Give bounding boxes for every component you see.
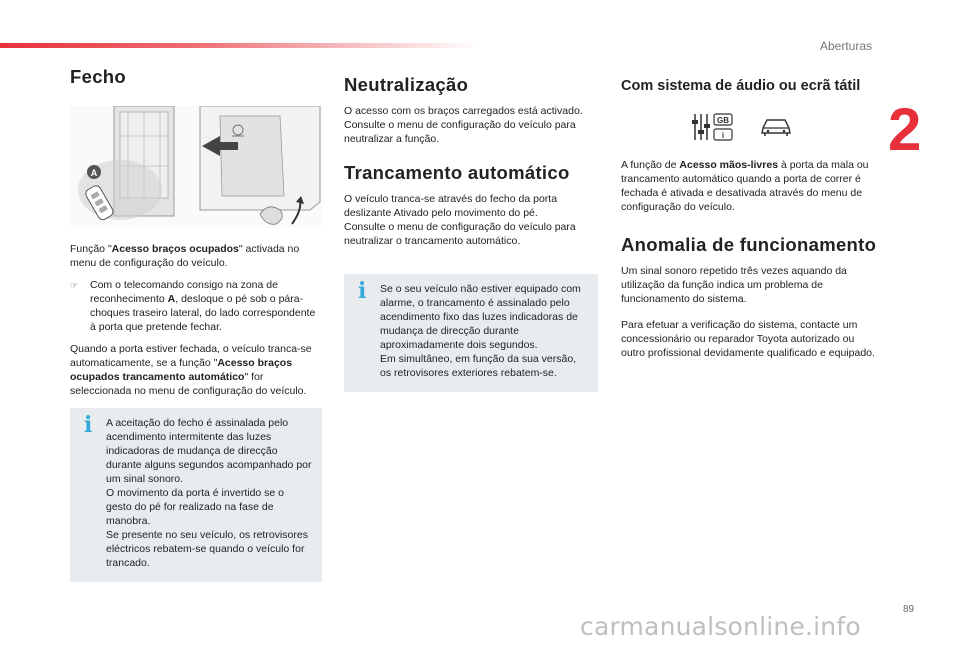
instruction-bullet (70, 278, 322, 334)
van-door-illustration (70, 106, 322, 228)
system-icons (691, 110, 877, 144)
heading-trancamento: Trancamento automático (344, 162, 570, 183)
text-segment: à porta da mala ou trancamento automático quando a porta de correr é fechada é ativada e desativada através do menu de configuração do veículo. (621, 159, 869, 213)
column-audio (621, 70, 877, 368)
paragraph-access: O acesso com os braços carregados está activado. (344, 105, 583, 117)
page-number: 89 (903, 604, 915, 615)
text-segment: Função " (70, 243, 112, 255)
bullet-text (90, 278, 322, 334)
paragraph-activation (70, 242, 322, 270)
text-segment: " for seleccionada no menu de configuração do veículo. (70, 371, 307, 397)
text-segment: Com o telecomando consigo na zona de reconhecimento (90, 279, 278, 305)
info-line: O movimento da porta é invertido se o gesto do pé for realizado na fase de manobra. (106, 487, 285, 527)
heading-fecho: Fecho (70, 66, 126, 87)
info-box-lock (344, 274, 598, 392)
paragraph-consult: Consulte o menu de configuração do veículo para neutralizar a função. (344, 119, 576, 145)
text-segment: , desloque o pé sob o pára-choques traseiro lateral, do lado correspondente à porta que pretende fechar. (90, 293, 316, 333)
text-segment: Quando a porta estiver fechada, o veículo tranca-se automaticamente, se a função " (70, 343, 312, 369)
settings-sliders-icon (691, 110, 735, 144)
bold-function-name: Acesso braços ocupados trancamento automático (70, 357, 293, 383)
text-segment: A função de (621, 159, 680, 171)
info-line: Em simultâneo, em função da sua versão, os retrovisores exteriores rebatem-se. (380, 353, 577, 379)
paragraph-lock: O veículo tranca-se através do fecho da porta deslizante Ativado pelo movimento do pé. (344, 193, 558, 219)
chapter-number: 2 (888, 96, 922, 163)
heading-audio-system: Com sistema de áudio ou ecrã tátil (621, 78, 861, 94)
paragraph-hands-free (621, 158, 877, 214)
bold-function-name: Acesso braços ocupados (111, 243, 239, 255)
text-segment: " activada no menu de configuração do veículo. (70, 243, 300, 269)
watermark: carmanualsonline.info (580, 612, 861, 641)
paragraph-beep: Um sinal sonoro repetido três vezes aquando da utilização da função indica um problema de funcionamento do sistema. (621, 265, 847, 305)
info-box-closing (70, 408, 322, 582)
paragraph-dealer: Para efetuar a verificação do sistema, contacte um concessionário ou reparador Toyota autorizado ou outro profissional devidamente qualificado e equipado. (621, 319, 875, 359)
section-title: Aberturas (819, 39, 872, 53)
info-badge: i (721, 131, 725, 140)
heading-neutralizacao: Neutralização (344, 74, 469, 95)
paragraph-consult-lock: Consulte o menu de configuração do veículo para neutralizar o trancamento automático. (344, 221, 576, 247)
vehicle-illustration (70, 106, 322, 228)
zone-marker-a: A (90, 168, 98, 178)
heading-anomalia: Anomalia de funcionamento (621, 234, 877, 255)
paragraph-auto-lock (70, 342, 322, 398)
bold-zone-label: A (167, 293, 176, 305)
info-icon: i (84, 412, 93, 438)
column-fecho (70, 66, 322, 582)
gb-badge: GB (717, 116, 729, 125)
header-accent-bar (0, 43, 480, 48)
info-line: A aceitação do fecho é assinalada pelo acendimento intermitente das luzes indicadoras de mudança de direcção durante alguns segundos acompanhado por um sinal sonoro. (106, 417, 312, 485)
info-line: Se o seu veículo não estiver equipado com alarme, o trancamento é assinalado pelo acendimento fixo das luzes indicadoras de mudança de direcção durante aproximadamente dois segundos. (380, 283, 581, 351)
bold-function-name: Acesso mãos-livres (679, 159, 779, 171)
info-icon: i (358, 278, 367, 304)
pointing-hand-icon: ☞ (70, 280, 79, 290)
column-neutralizacao (344, 70, 598, 392)
car-icon (759, 116, 793, 138)
info-line: Se presente no seu veículo, os retrovisores eléctricos rebatem-se quando o veículo for trancado. (106, 529, 308, 569)
